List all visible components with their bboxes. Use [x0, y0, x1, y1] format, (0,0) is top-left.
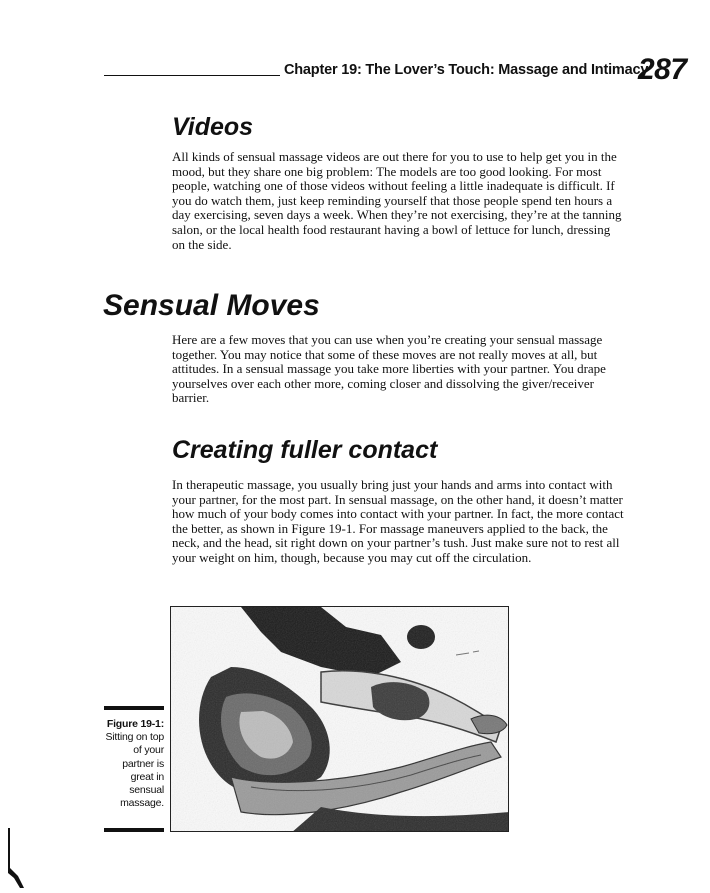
videos-paragraph: All kinds of sensual massage videos are out there for you to use to help get you in the mood, but they share one big problem: The models are too good looking. For most people, watching one of those videos without feeling a little inadequate is difficult. If you do watch them, just keep reminding yourself that those people spend ten hours a day exercising, seven days a week. When they’re not exercising, they’re at the tanning salon, or the local health food restaurant having a bowl of lettuce for lunch, dressing on the side.	[172, 149, 622, 252]
sensual-moves-paragraph: Here are a few moves that you can use when you’re creating your sensual massage together. You may notice that some of these moves are not really moves at all, but attitudes. In a sensual massage you take more liberties with your partner. You drape yourselves over each other more, coming closer and dissolving the giver/receiver barrier.	[172, 332, 606, 406]
chapter-running-title: Chapter 19: The Lover’s Touch: Massage and Intimacy	[284, 62, 649, 78]
photo-couple-massage-image	[171, 607, 509, 832]
page-number: 287	[638, 53, 687, 86]
sensual-moves-heading: Sensual Moves	[103, 289, 320, 322]
figure-caption-text: Sitting on top of your partner is great in sensual massage.	[105, 731, 164, 810]
header-rule	[104, 75, 280, 76]
caption-rule-top	[104, 706, 164, 710]
creating-contact-heading: Creating fuller contact	[172, 436, 438, 464]
figure-label: Figure 19-1:	[106, 718, 164, 730]
scan-edge-mark	[4, 828, 30, 888]
caption-rule-bottom	[104, 828, 164, 832]
creating-contact-paragraph: In therapeutic massage, you usually bring just your hands and arms into contact with your partner, for the most part. In sensual massage, on the other hand, it doesn’t matter how much of your body comes into contact with your partner. In fact, the more contact the better, as shown in Figure 19-1. For massage maneuvers applied to the back, the neck, and the head, sit right down on your partner’s tush. Just make sure not to rest all your weight on him, though, because you may cut off the circulation.	[172, 477, 624, 565]
videos-heading: Videos	[172, 113, 254, 141]
figure-photo	[170, 606, 509, 832]
figure-caption	[100, 718, 164, 810]
